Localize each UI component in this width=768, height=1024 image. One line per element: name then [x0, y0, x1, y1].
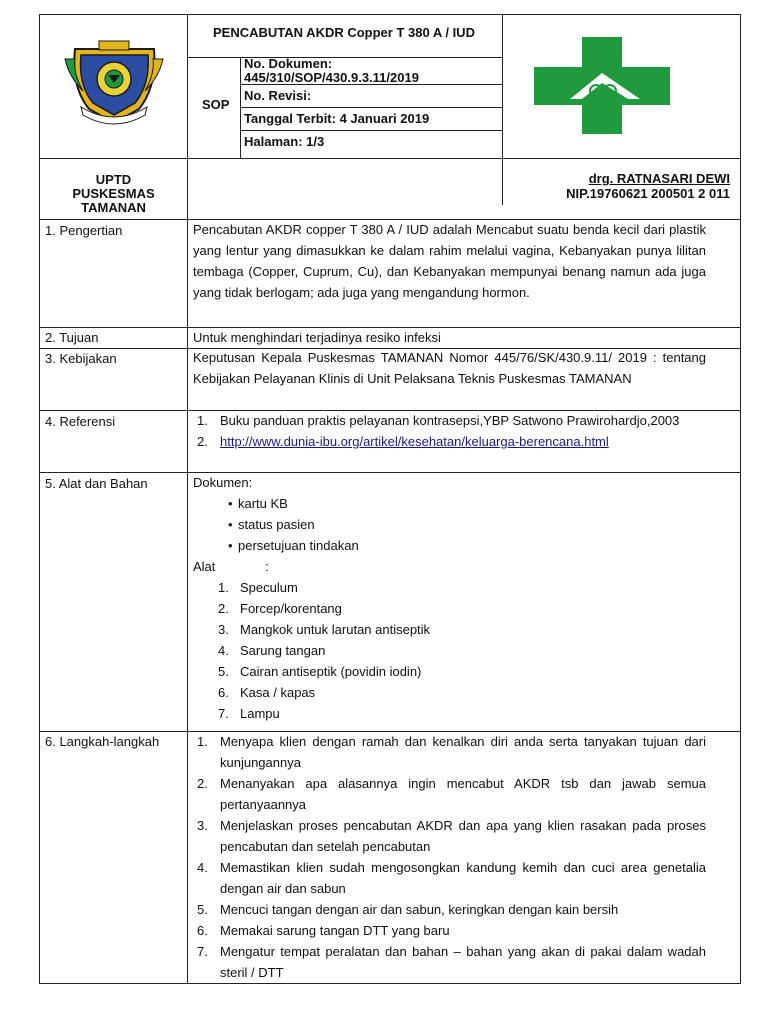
- regency-crest-logo: [59, 37, 169, 129]
- organization-name: [40, 173, 187, 215]
- document-number-label: No. Dokumen:: [244, 56, 333, 71]
- list-item: 1. Buku panduan praktis pelayanan kontrasepsi,YBP Satwono Prawirohardjo,2003: [197, 413, 680, 428]
- revision-label: No. Revisi:: [244, 88, 312, 103]
- sop-label: SOP: [202, 97, 230, 112]
- list-item: • persetujuan tindakan: [228, 538, 359, 553]
- langkah-item: Mengatur tempat peralatan dan bahan – bahan yang akan di pakai dalam wadah steril / DTT: [220, 944, 706, 980]
- langkah-item: Mencuci tangan dengan air dan sabun, keringkan dengan kain bersih: [220, 902, 619, 917]
- langkah-list: [193, 731, 706, 983]
- alat-bahan-content: [193, 472, 706, 724]
- divider: [187, 15, 188, 983]
- list-item: 2. Forcep/korentang: [218, 601, 342, 616]
- pengertian-text: Pencabutan AKDR copper T 380 A / IUD adalah Mencabut suatu benda kecil dari plastik yang lentur yang dimasukkan ke dalam rahim melalui vagina, Kebanyakan punya lilitan tembaga (Copper, Cuprum, Cu), dan Kebanyakan mempunyai benang namun ada juga yang tidak berlogam; ada juga yang mengandung hormon.: [193, 222, 706, 300]
- referensi-item-text: Buku panduan praktis pelayanan kontrasepsi,YBP Satwono Prawirohardjo,2003: [220, 413, 680, 428]
- document-title: PENCABUTAN AKDR Copper T 380 A / IUD: [213, 25, 475, 40]
- list-item: • status pasien: [228, 517, 315, 532]
- list-item: 2. Menanyakan apa alasannya ingin mencabut AKDR tsb dan jawab semua pertanyaannya: [197, 776, 706, 812]
- section-label-langkah: 6. Langkah-langkah: [45, 734, 160, 749]
- dokumen-item: persetujuan tindakan: [238, 538, 359, 553]
- list-item: 4. Sarung tangan: [218, 643, 326, 658]
- list-item: 7. Lampu: [218, 706, 280, 721]
- alat-item: Sarung tangan: [240, 643, 326, 658]
- alat-item: Forcep/korentang: [240, 601, 342, 616]
- publish-date: Tanggal Terbit: 4 Januari 2019: [244, 111, 430, 126]
- alat-list: [193, 577, 706, 724]
- list-item: 3. Mangkok untuk larutan antiseptik: [218, 622, 431, 637]
- section-label-referensi: 4. Referensi: [45, 414, 116, 429]
- dokumen-item: status pasien: [238, 517, 315, 532]
- signer-name: drg. RATNASARI DEWI: [588, 171, 730, 186]
- divider: [40, 158, 740, 159]
- list-item: 1. Speculum: [218, 580, 298, 595]
- dokumen-list: [193, 493, 706, 556]
- divider: [240, 130, 502, 131]
- list-item: 6. Kasa / kapas: [218, 685, 316, 700]
- divider: [187, 57, 502, 58]
- puskesmas-green-cross-logo: [530, 33, 674, 138]
- signature-block: [502, 171, 740, 201]
- list-item: 2. http://www.dunia-ibu.org/artikel/kesehatan/keluarga-berencana.html: [197, 434, 609, 449]
- sop-document: [39, 14, 741, 984]
- alat-item: Lampu: [240, 706, 280, 721]
- referensi-link[interactable]: http://www.dunia-ibu.org/artikel/kesehatan/keluarga-berencana.html: [220, 434, 609, 449]
- dokumen-item: kartu KB: [238, 496, 288, 511]
- langkah-item: Menanyakan apa alasannya ingin mencabut AKDR tsb dan jawab semua pertanyaannya: [220, 776, 706, 812]
- langkah-item: Menjelaskan proses pencabutan AKDR dan apa yang klien rasakan pada proses pencabutan dan setelah pencabutan: [220, 818, 706, 854]
- divider: [240, 107, 502, 108]
- list-item: 4. Memastikan klien sudah mengosongkan kandung kemih dan cuci area genetalia dengan air dan sabun: [197, 860, 706, 896]
- list-item: 1. Menyapa klien dengan ramah dan kenalkan diri anda serta tanyakan tujuan dari kunjungannya: [197, 734, 706, 770]
- alat-item: Mangkok untuk larutan antiseptik: [240, 622, 431, 637]
- section-label-alat-bahan: 5. Alat dan Bahan: [45, 476, 148, 491]
- list-item: 7. Mengatur tempat peralatan dan bahan – bahan yang akan di pakai dalam wadah steril / DTT: [197, 944, 706, 980]
- page-number: Halaman: 1/3: [244, 134, 325, 149]
- organization-line: PUSKESMAS: [72, 186, 155, 201]
- signer-nip: NIP.19760621 200501 2 011: [566, 186, 730, 201]
- alat-label: Alat: [193, 559, 216, 574]
- list-item: • kartu KB: [228, 496, 288, 511]
- tujuan-text: Untuk menghindari terjadinya resiko infeksi: [193, 330, 441, 345]
- list-item: 6. Memakai sarung tangan DTT yang baru: [197, 923, 450, 938]
- list-item: 5. Cairan antiseptik (povidin iodin): [218, 664, 422, 679]
- divider: [240, 57, 241, 158]
- alat-colon: :: [265, 559, 269, 574]
- langkah-item: Memakai sarung tangan DTT yang baru: [220, 923, 450, 938]
- alat-heading: [193, 556, 706, 577]
- list-item: 3. Menjelaskan proses pencabutan AKDR dan apa yang klien rasakan pada proses pencabutan dan setelah pencabutan: [197, 818, 706, 854]
- section-label-tujuan: 2. Tujuan: [45, 330, 99, 345]
- organization-line: UPTD: [95, 172, 132, 187]
- list-item: 5. Mencuci tangan dengan air dan sabun, keringkan dengan kain bersih: [197, 902, 619, 917]
- kebijakan-text: Keputusan Kepala Puskesmas TAMANAN Nomor 445/76/SK/430.9.11/ 2019 : tentang Kebijakan Pelayanan Klinis di Unit Pelaksana Teknis Puskesmas TAMANAN: [193, 350, 706, 386]
- document-number-value: 445/310/SOP/430.9.3.11/2019: [244, 70, 419, 85]
- section-label-kebijakan: 3. Kebijakan: [45, 351, 117, 366]
- alat-item: Kasa / kapas: [240, 685, 316, 700]
- langkah-item: Memastikan klien sudah mengosongkan kandung kemih dan cuci area genetalia dengan air dan sabun: [220, 860, 706, 896]
- referensi-list: [193, 410, 706, 452]
- alat-item: Speculum: [240, 580, 298, 595]
- langkah-item: Menyapa klien dengan ramah dan kenalkan diri anda serta tanyakan tujuan dari kunjungannya: [220, 734, 706, 770]
- dokumen-label: Dokumen:: [193, 475, 253, 490]
- organization-line: TAMANAN: [81, 200, 146, 215]
- alat-item: Cairan antiseptik (povidin iodin): [240, 664, 422, 679]
- section-label-pengertian: 1. Pengertian: [45, 223, 123, 238]
